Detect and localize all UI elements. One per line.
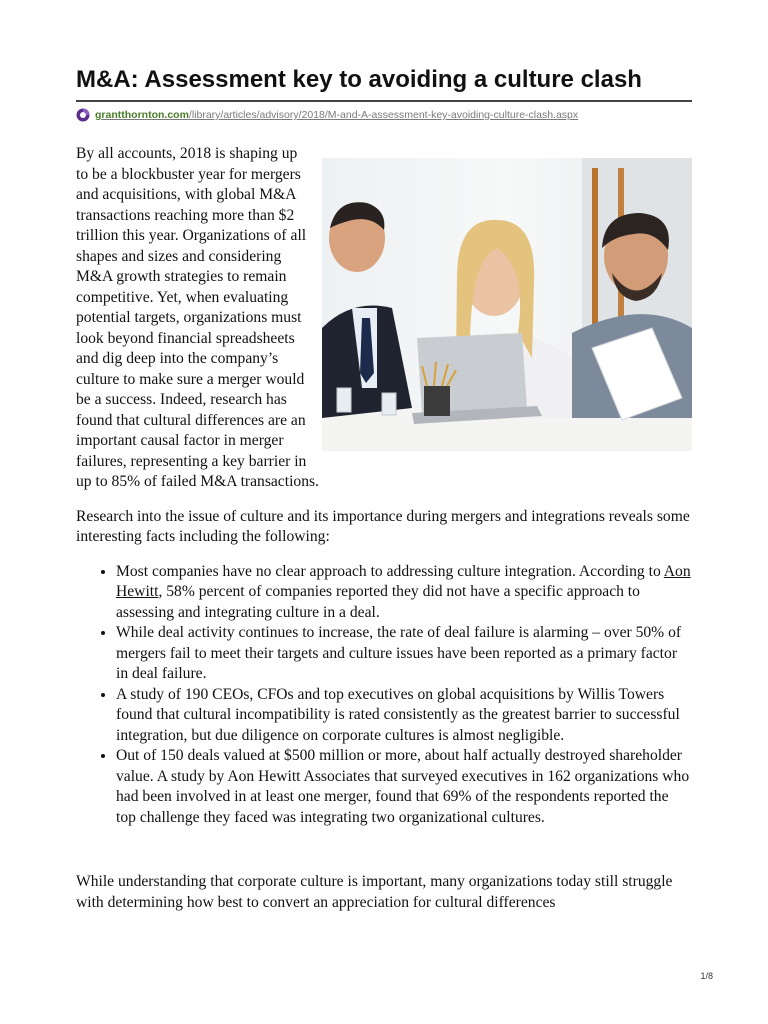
site-favicon-icon: [76, 108, 90, 122]
closing-paragraph: While understanding that corporate culture is important, many organizations today still struggle with determining how best to convert an appreciation for cultural differences: [76, 873, 673, 911]
list-item: • While deal activity continues to increase, the rate of deal failure is alarming – over 50% of mergers fail to meet their targets and culture issues have been reported as a primary factor in deal failure.: [116, 623, 692, 685]
facts-list: [76, 562, 692, 829]
list-item: [116, 562, 692, 624]
list-item: • A study of 190 CEOs, CFOs and top executives on global acquisitions by Willis Towers found that cultural incompatibility is rated consistently as the greatest barrier to successful integration, but due diligence on corporate cultures is almost negligible.: [116, 685, 692, 747]
list-item-text: , 58% percent of companies reported they did not have a specific approach to assessing and integrating culture in a deal.: [116, 583, 640, 621]
title-divider: [76, 100, 692, 102]
source-line: [76, 107, 578, 123]
aon-hewitt-link[interactable]: Aon Hewitt: [116, 562, 691, 600]
article-photo: [322, 158, 692, 451]
article-title: M&A: Assessment key to avoiding a culture clash: [76, 66, 642, 93]
source-domain: grantthornton.com: [95, 109, 189, 121]
article-body: [76, 144, 692, 927]
list-item: • Out of 150 deals valued at $500 million or more, about half actually destroyed shareholder value. A study by Aon Hewitt Associates that surveyed executives in 162 organizations who had been involved in at least one merger, found that 69% of the respondents reported the top challenge they faced was integrating two organizational cultures.: [116, 746, 692, 828]
research-paragraph: Research into the issue of culture and its importance during mergers and integrations reveals some interesting facts including the following:: [76, 507, 690, 545]
intro-paragraph: By all accounts, 2018 is shaping up to be a blockbuster year for mergers and acquisitions, with global M&A transactions reaching more than $2 trillion this year. Organizations of all shapes and sizes and considering M&A growth strategies to remain competitive. Yet, when evaluating potential targets, organizations must look beyond financial spreadsheets and dig deep into the company’s culture to make sure a merger would be a success. Indeed, research has found that cultural differences are an important causal factor in merger failures, representing a key barrier in up to 85% of failed M&A transactions.: [76, 145, 319, 490]
source-path: /library/articles/advisory/2018/M-and-A-assessment-key-avoiding-culture-clash.aspx: [188, 109, 579, 121]
source-url-link[interactable]: [95, 109, 578, 121]
page-number: 1/8: [700, 971, 713, 981]
list-item-text: Most companies have no clear approach to addressing culture integration. According to: [116, 562, 664, 580]
